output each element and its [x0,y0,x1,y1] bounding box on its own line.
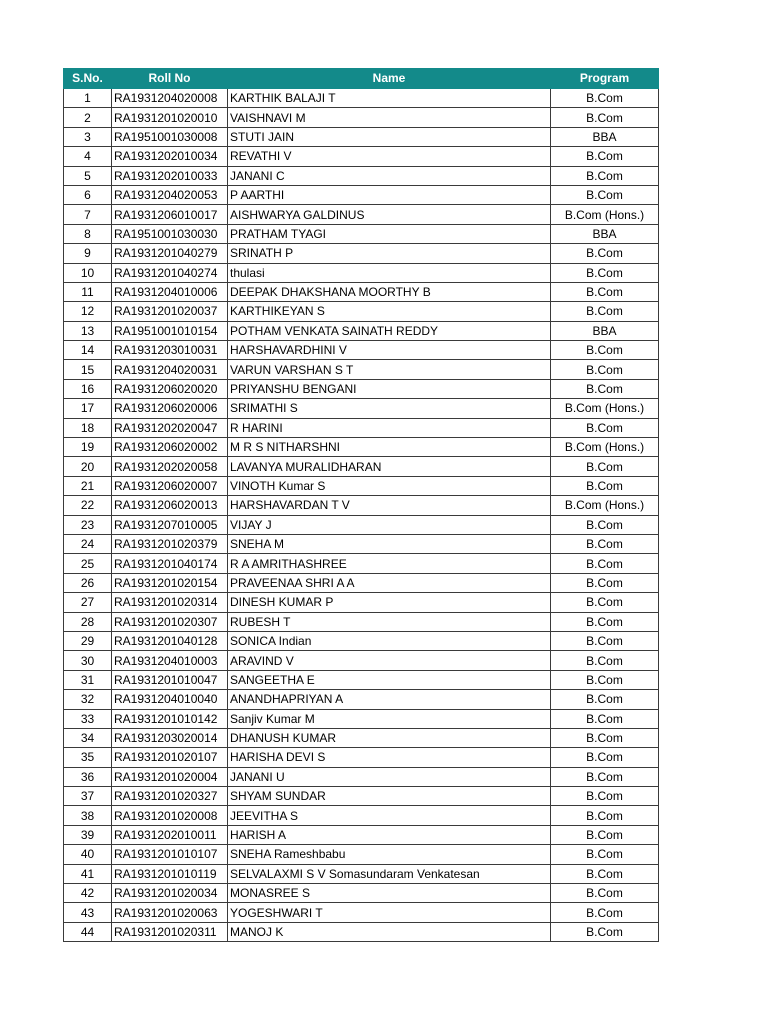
cell-sno: 3 [64,127,112,146]
table-row [64,534,659,553]
cell-name: VIJAY J [228,515,551,534]
cell-program: B.Com (Hons.) [551,438,659,457]
cell-name: REVATHI V [228,147,551,166]
cell-name: PRIYANSHU BENGANI [228,379,551,398]
cell-sno: 22 [64,496,112,515]
cell-sno: 38 [64,806,112,825]
table-row [64,302,659,321]
cell-program: B.Com [551,476,659,495]
cell-roll-no: RA1931201020379 [112,534,228,553]
cell-name: KARTHIK BALAJI T [228,89,551,108]
cell-name: YOGESHWARI T [228,903,551,922]
cell-roll-no: RA1931202010033 [112,166,228,185]
table-row [64,147,659,166]
table-row [64,244,659,263]
cell-name: thulasi [228,263,551,282]
cell-roll-no: RA1931201020037 [112,302,228,321]
cell-roll-no: RA1931202010011 [112,825,228,844]
cell-program: B.Com [551,612,659,631]
table-row [64,748,659,767]
cell-sno: 43 [64,903,112,922]
cell-program: B.Com [551,884,659,903]
cell-name: SRINATH P [228,244,551,263]
cell-program: B.Com [551,341,659,360]
cell-program: BBA [551,224,659,243]
cell-name: Sanjiv Kumar M [228,709,551,728]
header-roll-no: Roll No [112,69,228,89]
cell-name: JANANI C [228,166,551,185]
table-row [64,825,659,844]
cell-roll-no: RA1931201040174 [112,554,228,573]
cell-program: B.Com [551,360,659,379]
table-row [64,670,659,689]
cell-program: B.Com [551,631,659,650]
cell-roll-no: RA1931201040128 [112,631,228,650]
cell-roll-no: RA1931201010107 [112,845,228,864]
table-row [64,341,659,360]
cell-program: B.Com [551,593,659,612]
cell-sno: 1 [64,89,112,108]
table-row [64,573,659,592]
cell-program: B.Com [551,670,659,689]
cell-name: DHANUSH KUMAR [228,728,551,747]
cell-program: B.Com [551,185,659,204]
cell-name: M R S NITHARSHNI [228,438,551,457]
cell-sno: 32 [64,690,112,709]
cell-sno: 31 [64,670,112,689]
cell-name: DEEPAK DHAKSHANA MOORTHY B [228,282,551,301]
cell-sno: 30 [64,651,112,670]
cell-name: JEEVITHA S [228,806,551,825]
cell-name: SHYAM SUNDAR [228,787,551,806]
cell-roll-no: RA1931206020013 [112,496,228,515]
table-row [64,476,659,495]
cell-program: B.Com [551,418,659,437]
cell-program: B.Com [551,806,659,825]
cell-program: B.Com (Hons.) [551,399,659,418]
cell-roll-no: RA1931204010003 [112,651,228,670]
cell-name: PRAVEENAA SHRI A A [228,573,551,592]
table-row [64,515,659,534]
cell-name: POTHAM VENKATA SAINATH REDDY [228,321,551,340]
cell-roll-no: RA1931201020034 [112,884,228,903]
cell-roll-no: RA1931204020008 [112,89,228,108]
cell-sno: 40 [64,845,112,864]
cell-roll-no: RA1931206010017 [112,205,228,224]
cell-name: R HARINI [228,418,551,437]
cell-roll-no: RA1931206020002 [112,438,228,457]
cell-name: HARSHAVARDAN T V [228,496,551,515]
cell-roll-no: RA1931201020010 [112,108,228,127]
cell-sno: 41 [64,864,112,883]
cell-name: SNEHA Rameshbabu [228,845,551,864]
cell-sno: 34 [64,728,112,747]
cell-name: R A AMRITHASHREE [228,554,551,573]
cell-roll-no: RA1951001010154 [112,321,228,340]
cell-roll-no: RA1931207010005 [112,515,228,534]
cell-roll-no: RA1931204010040 [112,690,228,709]
table-row [64,864,659,883]
cell-sno: 29 [64,631,112,650]
student-table [63,68,659,942]
cell-roll-no: RA1931201020107 [112,748,228,767]
table-row [64,593,659,612]
cell-program: B.Com [551,244,659,263]
cell-sno: 37 [64,787,112,806]
cell-sno: 9 [64,244,112,263]
cell-name: KARTHIKEYAN S [228,302,551,321]
table-row [64,224,659,243]
cell-name: DINESH KUMAR P [228,593,551,612]
cell-sno: 18 [64,418,112,437]
cell-program: B.Com [551,651,659,670]
cell-sno: 5 [64,166,112,185]
cell-roll-no: RA1931204020031 [112,360,228,379]
table-row [64,690,659,709]
cell-program: B.Com [551,864,659,883]
cell-name: P AARTHI [228,185,551,204]
table-row [64,321,659,340]
cell-roll-no: RA1931201020314 [112,593,228,612]
cell-program: B.Com [551,379,659,398]
table-row [64,127,659,146]
table-row [64,787,659,806]
header-row [64,69,659,89]
header-sno: S.No. [64,69,112,89]
cell-roll-no: RA1931201010142 [112,709,228,728]
table-row [64,263,659,282]
cell-roll-no: RA1931202020058 [112,457,228,476]
cell-roll-no: RA1931201020154 [112,573,228,592]
cell-name: MONASREE S [228,884,551,903]
cell-sno: 16 [64,379,112,398]
cell-roll-no: RA1931201020063 [112,903,228,922]
cell-program: B.Com [551,302,659,321]
table-row [64,457,659,476]
cell-sno: 6 [64,185,112,204]
cell-program: B.Com [551,573,659,592]
cell-sno: 13 [64,321,112,340]
table-row [64,360,659,379]
cell-program: BBA [551,321,659,340]
cell-name: SRIMATHI S [228,399,551,418]
cell-name: MANOJ K [228,922,551,941]
cell-program: B.Com [551,534,659,553]
cell-name: RUBESH T [228,612,551,631]
cell-name: PRATHAM TYAGI [228,224,551,243]
cell-name: ARAVIND V [228,651,551,670]
table-row [64,631,659,650]
header-name: Name [228,69,551,89]
cell-name: LAVANYA MURALIDHARAN [228,457,551,476]
cell-roll-no: RA1931204010006 [112,282,228,301]
cell-sno: 27 [64,593,112,612]
cell-name: SNEHA M [228,534,551,553]
cell-program: B.Com [551,709,659,728]
cell-program: B.Com [551,554,659,573]
header-program: Program [551,69,659,89]
cell-name: STUTI JAIN [228,127,551,146]
cell-roll-no: RA1931206020020 [112,379,228,398]
cell-roll-no: RA1931202020047 [112,418,228,437]
cell-name: SANGEETHA E [228,670,551,689]
cell-program: B.Com [551,147,659,166]
table-row [64,709,659,728]
cell-sno: 23 [64,515,112,534]
cell-sno: 25 [64,554,112,573]
cell-program: B.Com [551,787,659,806]
table-row [64,205,659,224]
table-row [64,554,659,573]
table-row [64,922,659,941]
cell-sno: 12 [64,302,112,321]
cell-program: B.Com [551,515,659,534]
cell-program: B.Com [551,767,659,786]
cell-program: BBA [551,127,659,146]
cell-name: SONICA Indian [228,631,551,650]
table-row [64,108,659,127]
table-row [64,806,659,825]
cell-sno: 20 [64,457,112,476]
cell-program: B.Com [551,89,659,108]
cell-sno: 35 [64,748,112,767]
cell-sno: 44 [64,922,112,941]
cell-roll-no: RA1931206020006 [112,399,228,418]
cell-program: B.Com (Hons.) [551,496,659,515]
table-row [64,89,659,108]
cell-program: B.Com (Hons.) [551,205,659,224]
cell-program: B.Com [551,728,659,747]
cell-roll-no: RA1931201010047 [112,670,228,689]
cell-roll-no: RA1931201020008 [112,806,228,825]
table-row [64,651,659,670]
cell-program: B.Com [551,903,659,922]
table-row [64,767,659,786]
cell-sno: 4 [64,147,112,166]
table-row [64,166,659,185]
cell-roll-no: RA1931203010031 [112,341,228,360]
table-row [64,438,659,457]
cell-program: B.Com [551,108,659,127]
table-row [64,418,659,437]
table-row [64,185,659,204]
cell-roll-no: RA1931204020053 [112,185,228,204]
cell-sno: 42 [64,884,112,903]
cell-name: SELVALAXMI S V Somasundaram Venkatesan [228,864,551,883]
table-row [64,282,659,301]
cell-sno: 39 [64,825,112,844]
cell-roll-no: RA1951001030030 [112,224,228,243]
cell-sno: 17 [64,399,112,418]
cell-program: B.Com [551,690,659,709]
table-row [64,884,659,903]
cell-name: AISHWARYA GALDINUS [228,205,551,224]
cell-sno: 26 [64,573,112,592]
cell-name: JANANI U [228,767,551,786]
cell-name: HARISHA DEVI S [228,748,551,767]
table-row [64,612,659,631]
cell-program: B.Com [551,748,659,767]
cell-name: VAISHNAVI M [228,108,551,127]
cell-roll-no: RA1931206020007 [112,476,228,495]
cell-roll-no: RA1931201040279 [112,244,228,263]
cell-sno: 19 [64,438,112,457]
cell-name: HARSHAVARDHINI V [228,341,551,360]
cell-program: B.Com [551,282,659,301]
table-row [64,399,659,418]
cell-program: B.Com [551,825,659,844]
cell-name: HARISH A [228,825,551,844]
cell-name: ANANDHAPRIYAN A [228,690,551,709]
cell-roll-no: RA1931201040274 [112,263,228,282]
cell-roll-no: RA1931202010034 [112,147,228,166]
table-row [64,903,659,922]
cell-name: VINOTH Kumar S [228,476,551,495]
cell-sno: 21 [64,476,112,495]
cell-sno: 7 [64,205,112,224]
cell-roll-no: RA1931203020014 [112,728,228,747]
cell-sno: 10 [64,263,112,282]
cell-sno: 8 [64,224,112,243]
table-row [64,845,659,864]
cell-sno: 15 [64,360,112,379]
cell-name: VARUN VARSHAN S T [228,360,551,379]
table-row [64,496,659,515]
table-body [64,89,659,942]
cell-roll-no: RA1931201020311 [112,922,228,941]
cell-sno: 14 [64,341,112,360]
cell-sno: 28 [64,612,112,631]
cell-sno: 2 [64,108,112,127]
cell-roll-no: RA1951001030008 [112,127,228,146]
cell-sno: 24 [64,534,112,553]
table-row [64,379,659,398]
cell-sno: 33 [64,709,112,728]
cell-program: B.Com [551,845,659,864]
cell-roll-no: RA1931201020004 [112,767,228,786]
cell-program: B.Com [551,457,659,476]
cell-sno: 36 [64,767,112,786]
table-header [64,69,659,89]
cell-program: B.Com [551,263,659,282]
cell-roll-no: RA1931201010119 [112,864,228,883]
cell-program: B.Com [551,166,659,185]
cell-program: B.Com [551,922,659,941]
cell-roll-no: RA1931201020307 [112,612,228,631]
table-row [64,728,659,747]
cell-roll-no: RA1931201020327 [112,787,228,806]
cell-sno: 11 [64,282,112,301]
